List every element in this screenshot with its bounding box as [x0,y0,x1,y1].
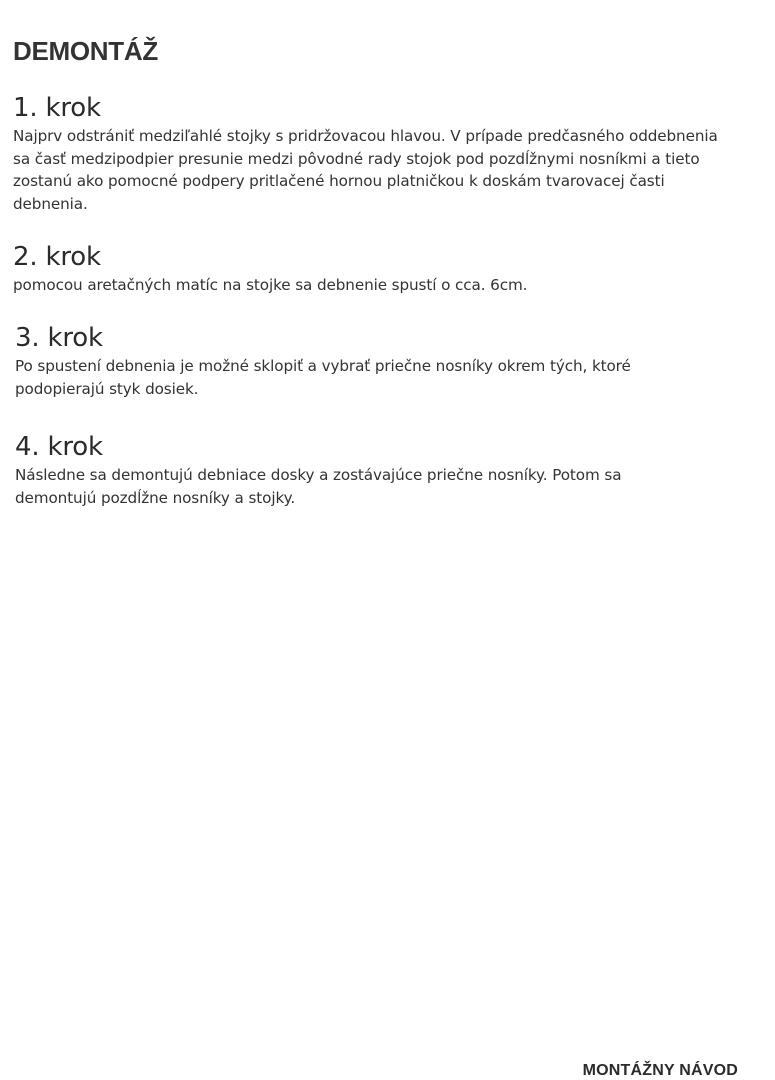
step-3 [15,323,755,400]
step-heading: 3. krok [15,323,103,353]
step-2 [13,242,753,297]
footer-label: MONTÁŽNY NÁVOD [582,1062,738,1079]
step-heading: 4. krok [15,432,103,462]
step-heading: 2. krok [13,242,101,272]
step-text: Najprv odstrániť medziľahlé stojky s pridržovacou hlavou. V prípade predčasného oddebnenia sa časť medzipodpier presunie medzi pôvodné rady stojok pod pozdĺžnymi nosníkmi a tieto zostanú ako pomocné podpery pritlačené hornou platničkou k doskám tvarovacej časti debnenia. [13,127,718,213]
step-text: Následne sa demontujú debniace dosky a zostávajúce priečne nosníky. Potom sa demontujú pozdĺžne nosníky a stojky. [15,466,622,507]
step-1 [13,93,753,215]
step-4 [15,432,755,509]
page-title: DEMONTÁŽ [13,36,158,66]
step-text: Po spustení debnenia je možné sklopiť a vybrať priečne nosníky okrem tých, ktoré podopierajú styk dosiek. [15,357,631,398]
step-heading: 1. krok [13,93,101,123]
step-text: pomocou aretačných matíc na stojke sa debnenie spustí o cca. 6cm. [13,276,528,294]
